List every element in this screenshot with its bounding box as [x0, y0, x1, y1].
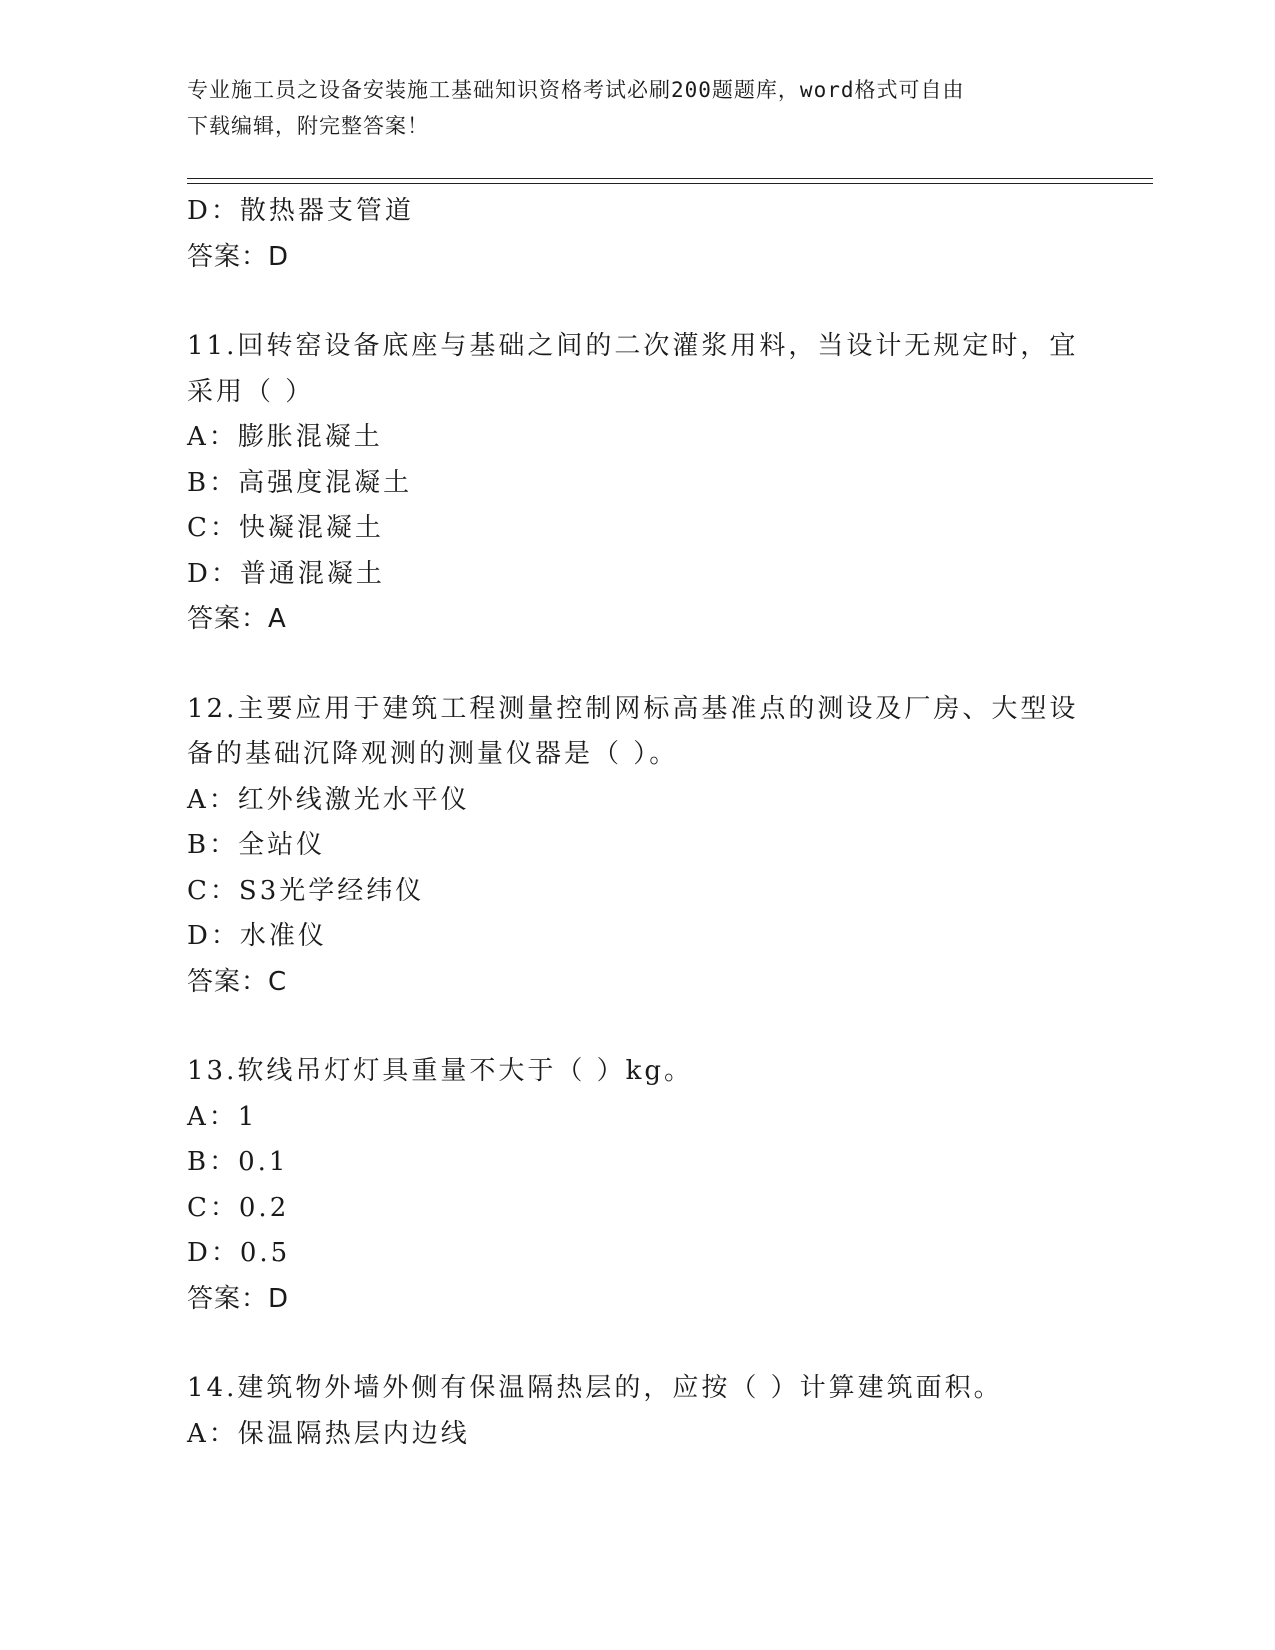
question-stem-continued: 采用（ ）	[187, 376, 315, 407]
question-stem: 12.主要应用于建筑工程测量控制网标高基准点的测设及厂房、大型设	[187, 693, 1079, 724]
option-d: D：散热器支管道	[187, 196, 414, 226]
answer-line: 答案：D	[187, 1283, 290, 1314]
option-d: D：0.5	[187, 1238, 291, 1268]
answer-line: 答案：D	[187, 241, 290, 272]
option-c: C：S3光学经纬仪	[187, 875, 425, 906]
question-stem: 14.建筑物外墙外侧有保温隔热层的，应按（ ）计算建筑面积。	[187, 1373, 1003, 1403]
option-a: A：1	[187, 1101, 258, 1132]
document-header	[187, 72, 1067, 144]
question-stem-continued: 备的基础沉降观测的测量仪器是（ ）。	[187, 739, 679, 769]
document-body	[187, 189, 1087, 1457]
option-c: C：快凝混凝土	[187, 513, 384, 543]
answer-line: 答案：C	[187, 966, 288, 997]
header-line-1: 专业施工员之设备安装施工基础知识资格考试必刷200题题库，word格式可自由	[187, 78, 965, 102]
answer-line: 答案：A	[187, 604, 287, 634]
question-stem: 11.回转窑设备底座与基础之间的二次灌浆用料，当设计无规定时，宜	[187, 331, 1079, 361]
question-14	[187, 1366, 1087, 1457]
option-d: D：普通混凝土	[187, 558, 385, 589]
header-rule-top	[187, 178, 1153, 179]
question-13	[187, 1049, 1087, 1322]
question-stem: 13.软线吊灯灯具重量不大于（ ）kg。	[187, 1056, 694, 1086]
option-d: D：水准仪	[187, 921, 327, 951]
option-c: C：0.2	[187, 1192, 290, 1223]
question-12	[187, 687, 1087, 1006]
header-rule-bottom	[187, 183, 1153, 184]
option-b: B：高强度混凝土	[187, 467, 413, 498]
option-a: A：红外线激光水平仪	[187, 784, 470, 815]
option-b: B：0.1	[187, 1147, 289, 1177]
option-a: A：保温隔热层内边线	[187, 1418, 470, 1449]
option-a: A：膨胀混凝土	[187, 422, 383, 452]
question-fragment	[187, 189, 1087, 280]
option-b: B：全站仪	[187, 830, 326, 860]
header-line-2: 下载编辑，附完整答案！	[187, 114, 429, 138]
question-11	[187, 324, 1087, 643]
